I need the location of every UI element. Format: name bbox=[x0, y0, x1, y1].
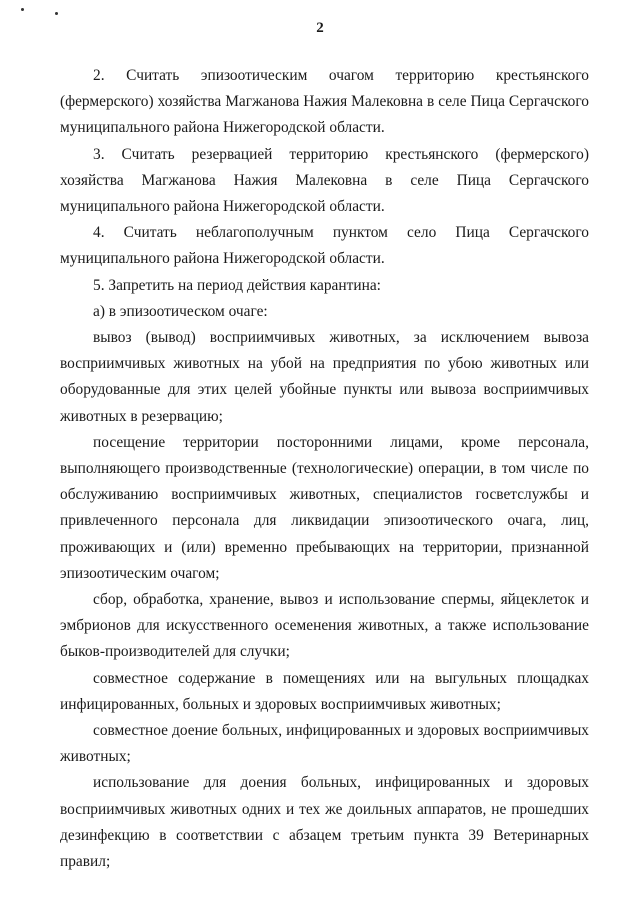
paragraph-ban-semen: сбор, обработка, хранение, вывоз и использование спермы, яйцеклеток и эмбрионов для искусственного осеменения животных, а также использование быков-производителей для случки; bbox=[60, 591, 589, 661]
paragraph-ban-visits: посещение территории посторонними лицами, кроме персонала, выполняющего производственные (технологические) операции, в том числе по обслуживанию восприимчивых животных, специалистов госветслужбы и привлеченного персонала для ликвидации эпизоотического очага, лиц, проживающих и (или) временно пребывающих на территории, признанной эпизоотическим очагом; bbox=[60, 433, 589, 582]
paragraph-5a: а) в эпизоотическом очаге: bbox=[93, 302, 268, 320]
paragraph-5: 5. Запретить на период действия карантина: bbox=[93, 276, 381, 294]
paragraph-ban-export: вывоз (вывод) восприимчивых животных, за исключением вывоза восприимчивых животных на убой на предприятия по убою животных или оборудованные для этих целей убойные пункты или вывоза восприимчивых животных в резервацию; bbox=[60, 329, 589, 425]
paragraph-ban-joint-keeping: совместное содержание в помещениях или на выгульных площадках инфицированных, больных и здоровых восприимчивых животных; bbox=[60, 669, 589, 713]
paragraph-2: 2. Считать эпизоотическим очагом территорию крестьянского (фермерского) хозяйства Магжанова Нажия Малековна в селе Пица Сергачского муниципального района Нижегородской области. bbox=[60, 67, 589, 137]
paragraph-4: 4. Считать неблагополучным пунктом село Пица Сергачского муниципального района Нижегородской области. bbox=[60, 224, 589, 268]
scan-mark bbox=[55, 12, 58, 15]
page-number: 2 bbox=[316, 20, 324, 36]
paragraph-3: 3. Считать резервацией территорию крестьянского (фермерского) хозяйства Магжанова Нажия Малековна в селе Пица Сергачского муниципального района Нижегородской области. bbox=[60, 145, 589, 216]
paragraph-ban-joint-milking: совместное доение больных, инфицированных и здоровых восприимчивых животных; bbox=[60, 722, 589, 766]
paragraph-ban-milking-machines: использование для доения больных, инфицированных и здоровых восприимчивых животных одних и тех же доильных аппаратов, не прошедших дезинфекцию в соответствии с абзацем третьим пункта 39 Ветеринарных правил; bbox=[60, 774, 589, 871]
document-body bbox=[60, 63, 589, 875]
scan-mark bbox=[21, 8, 24, 11]
